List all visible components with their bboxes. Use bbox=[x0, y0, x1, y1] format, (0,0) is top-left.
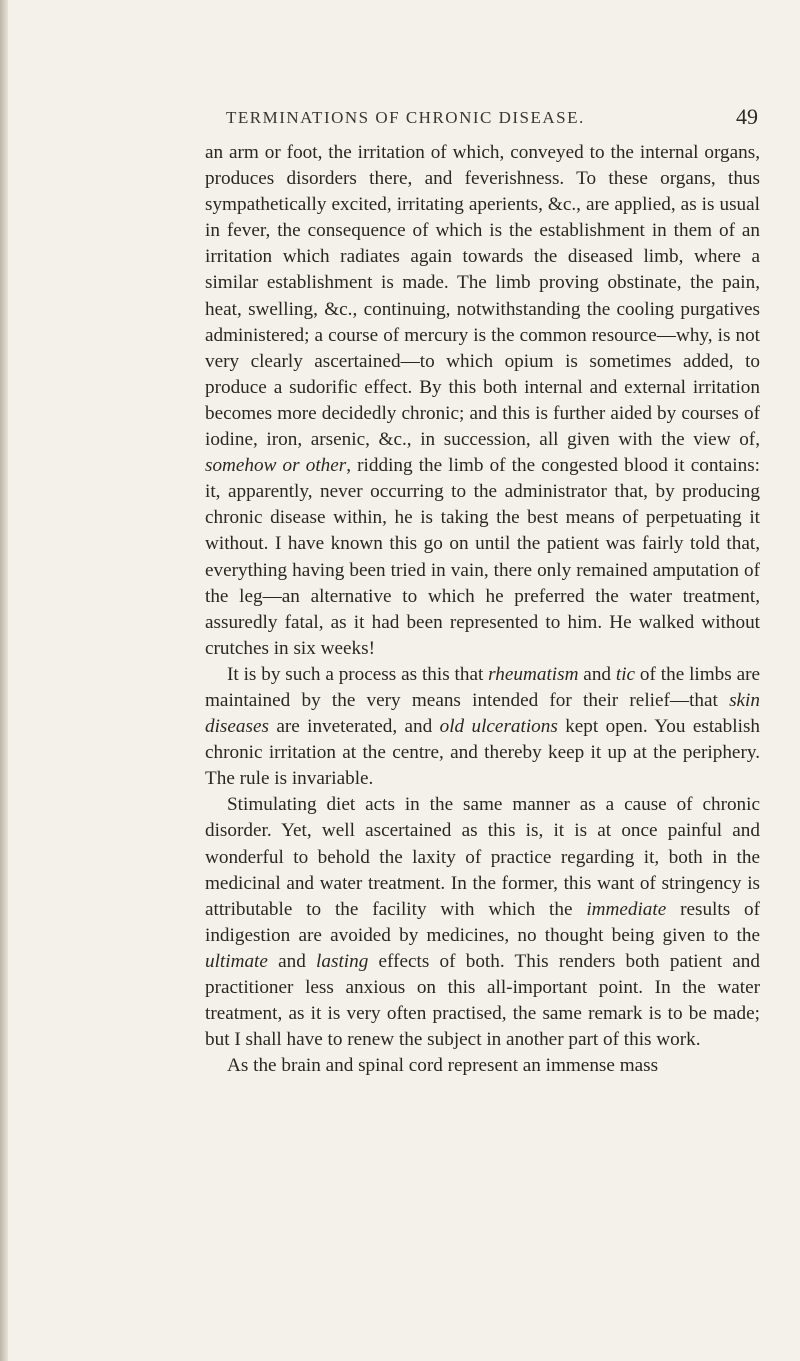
italic-span: immediate bbox=[586, 898, 667, 920]
italic-span: old ulcerations bbox=[439, 716, 558, 738]
text-span: are inveterated, and bbox=[268, 716, 440, 738]
paragraph-2 bbox=[205, 662, 760, 792]
text-span: results of indigestion are avoided by medicines, no thought being given to the bbox=[205, 898, 760, 946]
text-span: kept open. You establish chronic irritation at the centre, and thereby keep it up at the periphery. The rule is invariable. bbox=[205, 716, 761, 790]
running-head: TERMINATIONS OF CHRONIC DISEASE. bbox=[226, 108, 585, 127]
italic-span: lasting bbox=[316, 950, 369, 972]
italic-span: rheumatism bbox=[488, 663, 579, 685]
page-header bbox=[170, 102, 758, 132]
text-span: and bbox=[578, 663, 616, 685]
page-number: 49 bbox=[736, 104, 758, 129]
text-span: It is by such a process as this that bbox=[227, 663, 489, 685]
italic-span: ultimate bbox=[205, 950, 268, 972]
text-span: an arm or foot, the irritation of which, conveyed to the internal organs, produces disorders there, and feverishness. To these organs, thus sympathetically excited, irritating aperients, &c., are applied, as is usual in fever, the consequence of which is the establishment in them of an irritation which radiates again towards the diseased limb, where a similar establishment is made. The limb proving obstinate, the pain, heat, swelling, &c., continuing, notwithstanding the cooling purgatives administered; a course of mercury is the common resource—why, is not very clearly ascertained—to which opium is sometimes added, to produce a sudorific effect. By this both internal and external irritation becomes more decidedly chronic; and this is further aided by courses of iodine, iron, arsenic, &c., in succession, all given with the view of, bbox=[205, 142, 760, 451]
text-span: As the brain and spinal cord represent an immense mass bbox=[227, 1055, 659, 1077]
body-text bbox=[205, 140, 760, 1079]
text-span: effects of both. This renders both patient and practitioner less anxious on this all-important point. In the water treatment, as it is very often practised, the same remark is to be made; but I shall have to renew the subject in another part of this work. bbox=[205, 950, 760, 1051]
text-span: and bbox=[267, 950, 317, 972]
paragraph-4 bbox=[205, 1053, 760, 1079]
italic-span: skin diseases bbox=[205, 689, 760, 738]
text-span: , ridding the limb of the congested blood it contains: it, apparently, never occurring to the administrator that, by producing chronic disease within, he is taking the best means of perpetuating it without. I have known this go on until the patient was fairly told that, everything having been tried in vain, there only remained amputation of the leg—an alternative to which he preferred the water treatment, assuredly fatal, as it had been represented to him. He walked without crutches in six weeks! bbox=[205, 455, 760, 659]
italic-span: somehow or other bbox=[205, 455, 347, 477]
italic-span: tic bbox=[615, 663, 636, 685]
text-span: of the limbs are maintained by the very means intended for their relief—that bbox=[205, 663, 760, 711]
paragraph-3 bbox=[205, 792, 760, 1053]
paragraph-1 bbox=[205, 140, 760, 662]
text-span: Stimulating diet acts in the same manner as a cause of chronic disorder. Yet, well ascertained as this is, it is at once painful and wonderful to behold the laxity of practice regarding it, both in the medicinal and water treatment. In the former, this want of stringency is attributable to the facility with which the bbox=[205, 794, 760, 920]
